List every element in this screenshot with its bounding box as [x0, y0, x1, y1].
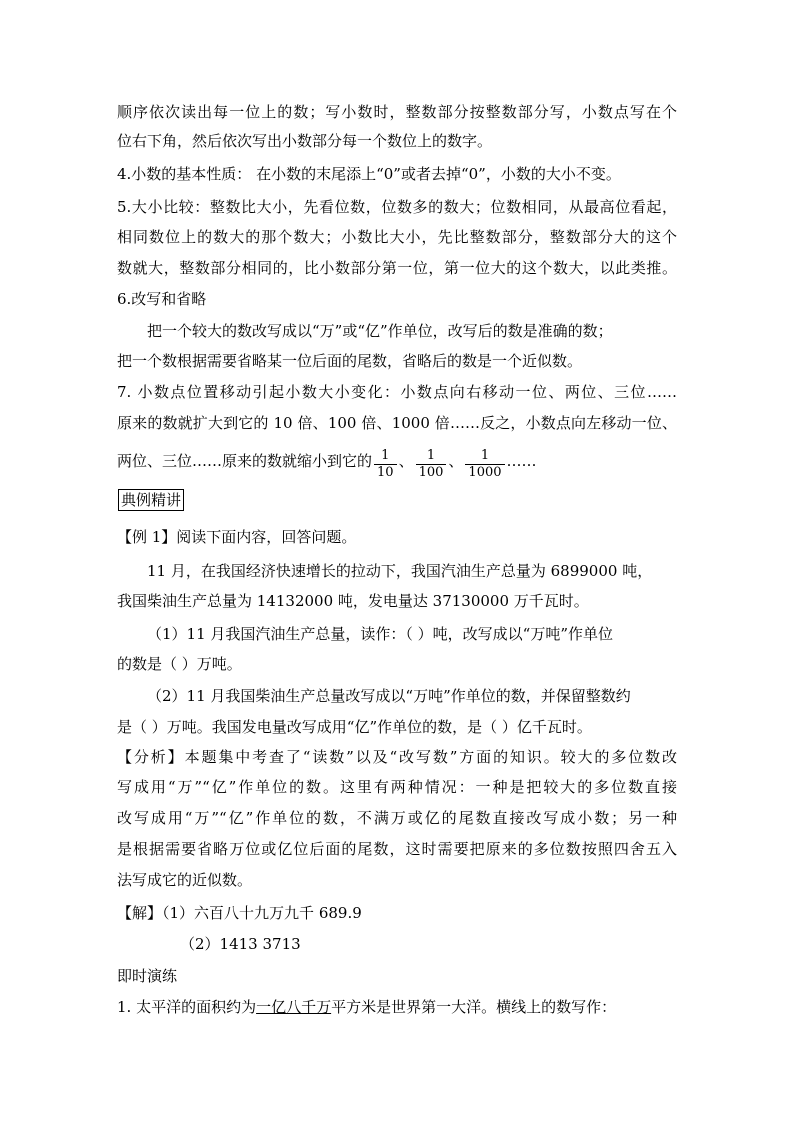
example-1-title: 【例 1】阅读下面内容，回答问题。 — [117, 528, 357, 546]
text-line-point-move-1: 7. 小数点位置移动引起小数大小变化：小数点向右移动一位、两位、三位…… — [117, 383, 677, 401]
analysis-line-4: 是根据需要省略万位或亿位后面的尾数，这时需要把原来的多位数按照四舍五入 — [117, 840, 677, 858]
separator: 、 — [398, 452, 414, 470]
question-2-line-1: （2）11 月我国柴油生产总量改写成以“万吨”作单位的数，并保留整数约 — [147, 687, 631, 705]
text-line-compare-3: 数就大，整数部分相同的，比小数部分第一位，第一位大的这个数大，以此类推。 — [117, 259, 677, 277]
fraction-one-tenth — [374, 448, 397, 481]
text-line-rewrite: 把一个较大的数改写成以“万”或“亿”作单位，改写后的数是准确的数； — [147, 322, 613, 340]
question-2-line-2: 是（ ）万吨。我国发电量改写成用“亿”作单位的数，是（ ）亿千瓦时。 — [117, 718, 592, 736]
text-line-omit: 把一个数根据需要省略某一位后面的尾数，省略后的数是一个近似数。 — [117, 352, 583, 370]
practice-title: 即时演练 — [117, 967, 178, 985]
text-line-decimal-writing: 位右下角，然后依次写出小数部分每一个数位上的数字。 — [117, 132, 493, 150]
text-line-basic-property: 4.小数的基本性质： 在小数的末尾添上“0”或者去掉“0”，小数的大小不变。 — [117, 165, 621, 183]
section-title-examples — [118, 489, 184, 511]
practice-question-suffix: 平方米是世界第一大洋。横线上的数写作： — [331, 998, 617, 1016]
practice-underlined-number: 一亿八千万 — [256, 998, 332, 1016]
analysis-line-2: 写成用“万”“亿”作单位的数。这里有两种情况：一种是把较大的多位数直接 — [117, 778, 677, 796]
example-1-paragraph-1: 11 月，在我国经济快速增长的拉动下，我国汽油生产总量为 6899000 吨， — [147, 562, 653, 580]
fraction-denominator: 1000 — [468, 464, 502, 480]
fraction-numerator: 1 — [465, 448, 504, 465]
text-line-reading-order: 顺序依次读出每一位上的数；写小数时，整数部分按整数部分写，小数点写在个 — [117, 103, 677, 121]
solution-line-2: （2）1413 3713 — [180, 935, 301, 953]
fraction-numerator: 1 — [374, 448, 397, 465]
text-line-compare-2: 相同数位上的数大的那个数大；小数比大小，先比整数部分，整数部分大的这个 — [117, 228, 677, 246]
point-move-prefix: 两位、三位……原来的数就缩小到它的 — [117, 452, 373, 470]
example-1-paragraph-2: 我国柴油生产总量为 14132000 吨，发电量达 37130000 万千瓦时。 — [117, 592, 589, 610]
text-line-point-move-2: 原来的数就扩大到它的 10 倍、100 倍、1000 倍……反之，小数点向左移动一位、 — [117, 414, 677, 432]
solution-line-1: 【解】（1）六百八十九万九千 689.9 — [117, 904, 362, 922]
practice-question-prefix: 1. 太平洋的面积约为 — [117, 998, 257, 1016]
fraction-denominator: 10 — [377, 464, 394, 480]
text-line-compare-1: 5.大小比较：整数比大小，先看位数，位数多的数大；位数相同，从最高位看起， — [117, 198, 677, 216]
fraction-one-thousandth — [465, 448, 504, 481]
question-1-line-1: （1）11 月我国汽油生产总量，读作：（ ）吨，改写成以“万吨”作单位 — [147, 625, 614, 643]
text-line-point-move-3 — [117, 441, 537, 481]
heading-rewrite-and-omit: 6.改写和省略 — [117, 290, 207, 308]
fraction-one-hundredth — [416, 448, 447, 481]
practice-question-1 — [117, 996, 616, 1018]
analysis-line-5: 法写成它的近似数。 — [117, 871, 253, 889]
fraction-denominator: 100 — [418, 464, 444, 480]
question-1-line-2: 的数是（ ）万吨。 — [117, 655, 242, 673]
fraction-numerator: 1 — [416, 448, 447, 465]
analysis-line-3: 改写成用“万”“亿”作单位的数，不满万或亿的尾数直接改写成小数；另一种 — [117, 809, 677, 827]
separator: 、 — [448, 452, 464, 470]
point-move-suffix: …… — [506, 452, 537, 470]
section-title-box: 典例精讲 — [118, 489, 184, 511]
analysis-line-1: 【分析】本题集中考查了“读数”以及“改写数”方面的知识。较大的多位数改 — [117, 748, 677, 766]
